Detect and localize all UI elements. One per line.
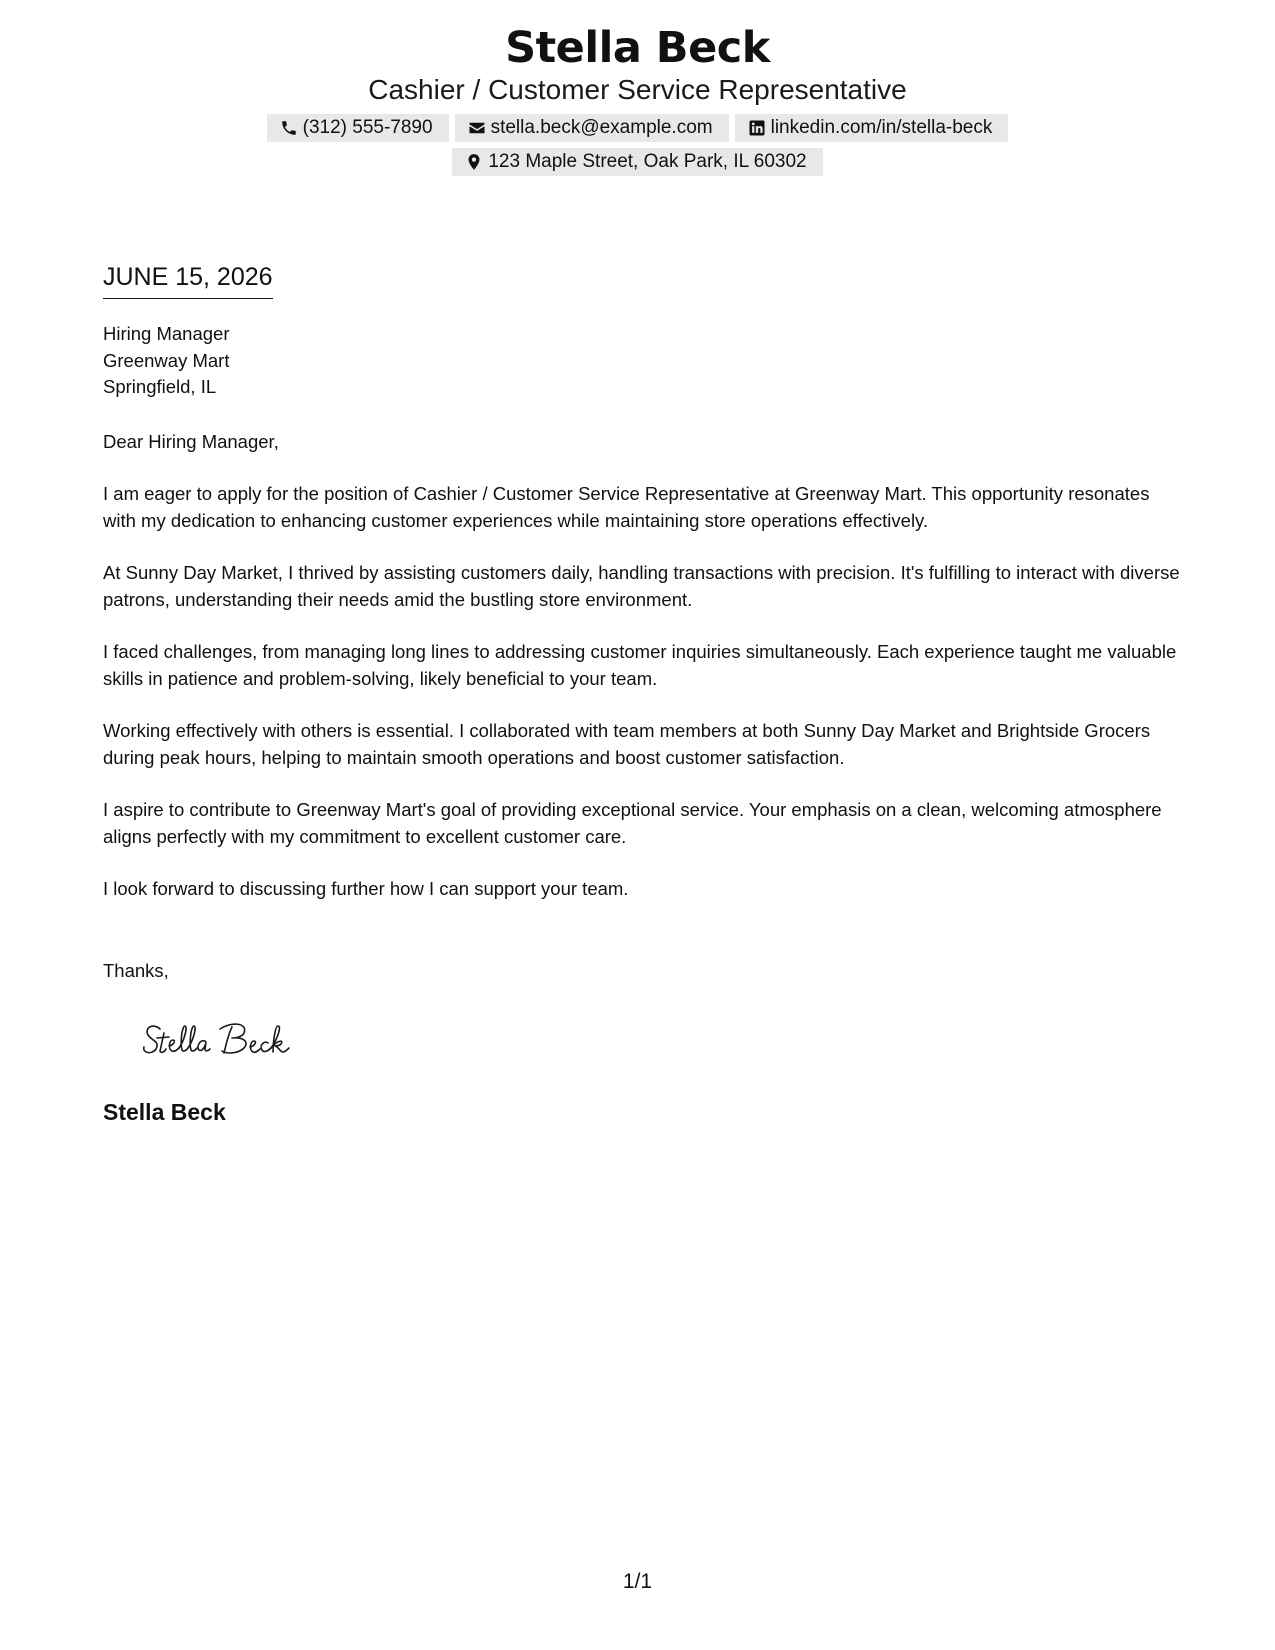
salutation: Dear Hiring Manager, <box>103 430 279 452</box>
paragraph: At Sunny Day Market, I thrived by assisting customers daily, handling transactions with precision. It's fulfilling to interact with diverse patrons, understanding their needs amid the bustling store environment. <box>103 562 1180 610</box>
contact-row-2 <box>0 148 1275 176</box>
signer-name: Stella Beck <box>103 1099 226 1125</box>
letter-date: JUNE 15, 2026 <box>103 262 273 299</box>
address-text: 123 Maple Street, Oak Park, IL 60302 <box>488 151 807 172</box>
paragraph: I am eager to apply for the position of Cashier / Customer Service Representative at Greenway Mart. This opportunity resonates with my dedication to enhancing customer experiences while maintaining store operations effectively. <box>103 483 1150 531</box>
recipient-block <box>103 321 1183 401</box>
recipient-line: Greenway Mart <box>103 349 230 371</box>
letter-body <box>103 262 1183 903</box>
letter-header <box>0 22 1275 182</box>
envelope-icon <box>467 118 487 138</box>
linkedin-contact[interactable] <box>735 114 1009 142</box>
linkedin-text: linkedin.com/in/stella-beck <box>770 117 993 138</box>
page-number: 1/1 <box>622 1570 653 1593</box>
address-contact <box>452 148 822 176</box>
paragraph: I look forward to discussing further how I can support your team. <box>103 878 629 899</box>
job-title: Cashier / Customer Service Representative <box>368 74 907 105</box>
recipient-line: Springfield, IL <box>103 376 217 397</box>
email-text: stella.beck@example.com <box>490 117 713 138</box>
email-contact[interactable] <box>455 114 729 142</box>
phone-contact <box>267 114 449 142</box>
linkedin-icon <box>747 118 767 138</box>
phone-icon <box>279 118 299 138</box>
contact-row-1 <box>0 114 1275 142</box>
applicant-name: Stella Beck <box>505 23 770 73</box>
signature-image <box>140 1013 340 1063</box>
paragraph: I faced challenges, from managing long lines to addressing customer inquiries simultaneously. Each experience taught me valuable skills in patience and problem-solving, likely beneficial to your team. <box>103 641 1177 689</box>
recipient-line: Hiring Manager <box>103 323 230 344</box>
phone-text: (312) 555-7890 <box>302 117 433 138</box>
map-marker-icon <box>464 152 484 172</box>
paragraph: I aspire to contribute to Greenway Mart's goal of providing exceptional service. Your emphasis on a clean, welcoming atmosphere aligns perfectly with my commitment to excellent customer care. <box>103 799 1162 847</box>
paragraph: Working effectively with others is essential. I collaborated with team members at both Sunny Day Market and Brightside Grocers during peak hours, helping to maintain smooth operations and boost customer satisfaction. <box>103 720 1151 768</box>
closing: Thanks, <box>103 960 169 981</box>
